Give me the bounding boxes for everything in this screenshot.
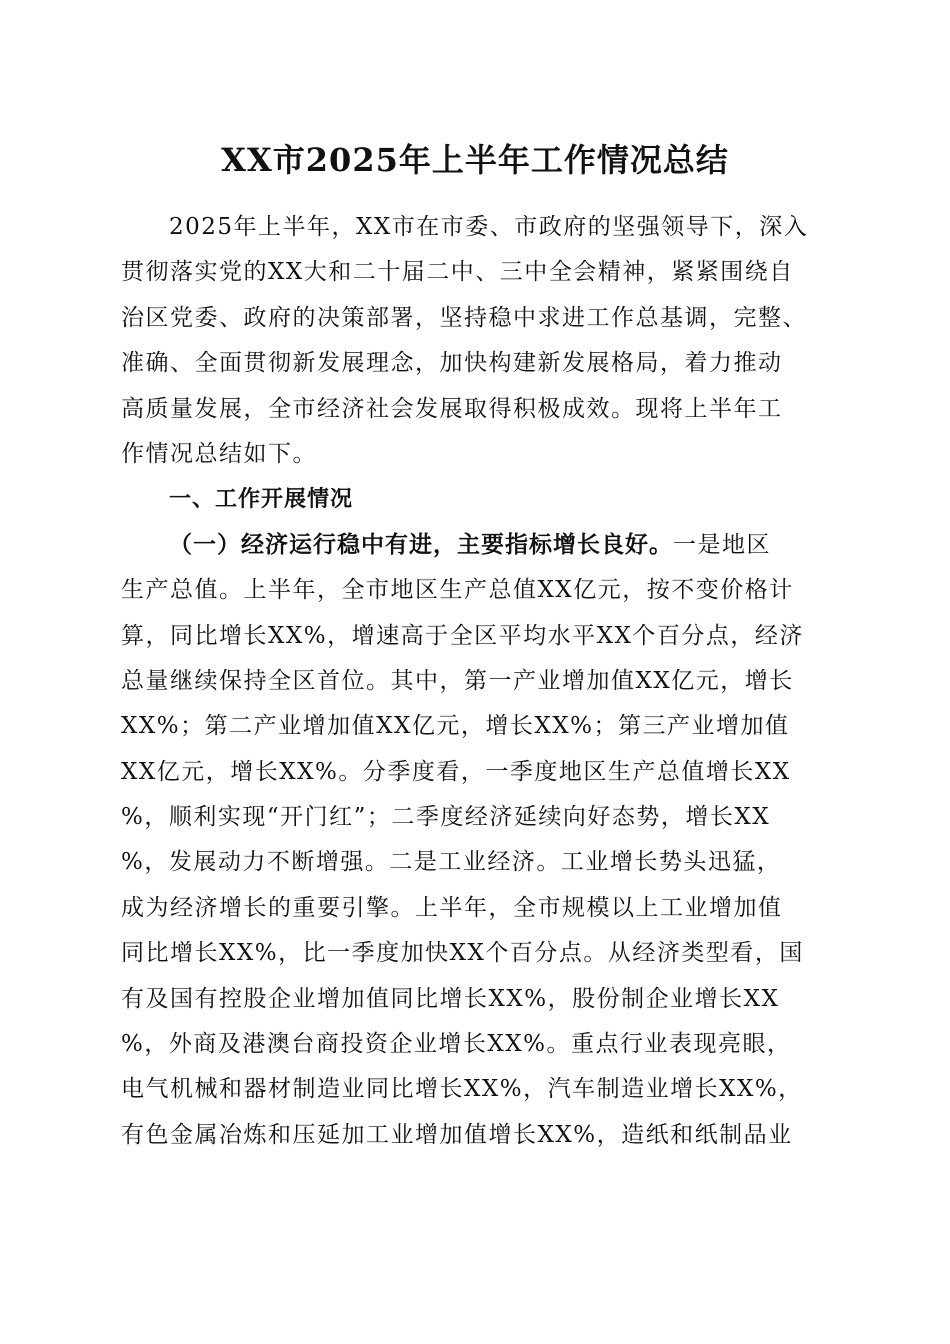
intro-line: 贯彻落实党的XX大和二十届二中、三中全会精神，紧紧围绕自	[121, 259, 794, 286]
body-line: 成为经济增长的重要引擎。上半年，全市规模以上工业增加值	[121, 894, 783, 921]
intro-line: 准确、全面贯彻新发展理念，加快构建新发展格局，着力推动	[121, 350, 783, 377]
body-line: 有及国有控股企业增加值同比增长XX%，股份制企业增长XX	[121, 985, 780, 1012]
section-heading: 一、工作开展情况	[169, 487, 354, 513]
body-line: 电气机械和器材制造业同比增长XX%，汽车制造业增长XX%，	[121, 1076, 803, 1103]
body-line: 生产总值。上半年，全市地区生产总值XX亿元，按不变价格计	[121, 577, 794, 604]
body-line: %，顺利实现“开门红”；二季度经济延续向好态势，增长XX	[121, 804, 771, 831]
body-line: XX亿元，增长XX%。分季度看，一季度地区生产总值增长XX	[121, 758, 791, 785]
body-line: %，外商及港澳台商投资企业增长XX%。重点行业表现亮眼，	[121, 1031, 792, 1058]
body-line: 算，同比增长XX%，增速高于全区平均水平XX个百分点，经济	[121, 622, 804, 649]
subsection-first-line	[121, 523, 831, 568]
body-line: %，发展动力不断增强。二是工业经济。工业增长势头迅猛，	[121, 849, 782, 876]
body-run: 一是地区	[673, 531, 771, 558]
document-title: XX市2025年上半年工作情况总结	[221, 141, 729, 179]
subsection-heading: （一）经济运行稳中有进，主要指标增长良好。	[169, 531, 673, 558]
body-line: XX%；第二产业增加值XX亿元，增长XX%；第三产业增加值	[121, 713, 790, 740]
body-paragraph	[121, 523, 831, 1158]
body-line: 有色金属冶炼和压延加工业增加值增长XX%，造纸和纸制品业	[121, 1121, 793, 1148]
body-line: 同比增长XX%，比一季度加快XX个百分点。从经济类型看，国	[121, 940, 804, 967]
intro-line: 高质量发展，全市经济社会发展取得积极成效。现将上半年工	[121, 395, 783, 422]
intro-line: 治区党委、政府的决策部署，坚持稳中求进工作总基调，完整、	[121, 304, 807, 331]
intro-paragraph	[121, 205, 831, 477]
intro-line: 作情况总结如下。	[121, 440, 317, 467]
body-line: 总量继续保持全区首位。其中，第一产业增加值XX亿元，增长	[121, 667, 794, 694]
document-body	[121, 205, 831, 1158]
intro-line: 2025年上半年，XX市在市委、市政府的坚强领导下，深入	[169, 214, 809, 240]
